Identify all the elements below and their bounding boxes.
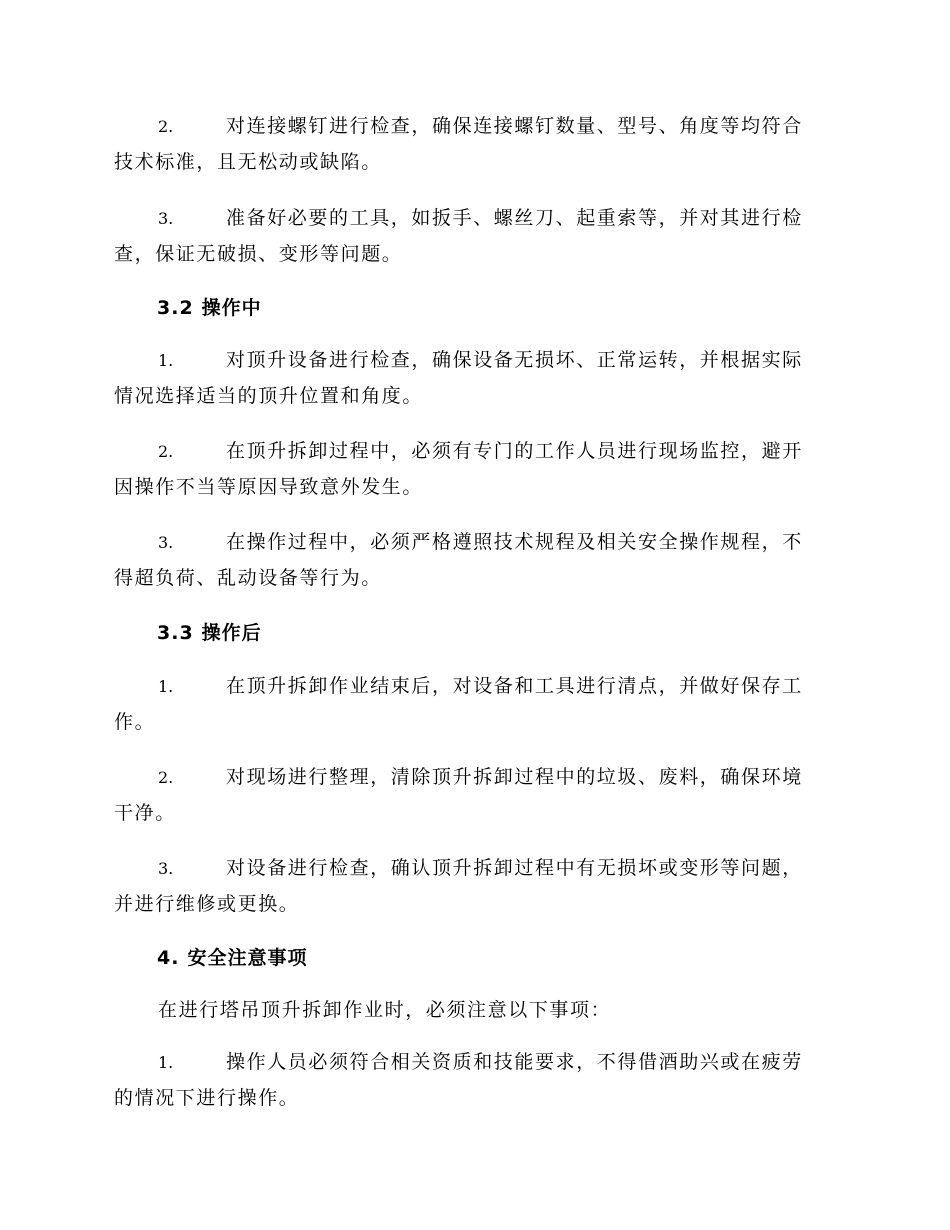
list-item-text: 准备好必要的工具，如扳手、螺丝刀、起重索等，并对其进行检 — [226, 207, 803, 229]
list-item — [0, 433, 950, 505]
list-item — [0, 850, 950, 922]
list-item-continuation: 因操作不当等原因导致意外发生。 — [114, 476, 424, 498]
section-number: 3.2 — [157, 297, 194, 319]
section-heading-4 — [0, 940, 950, 976]
list-item-continuation: 查，保证无破损、变形等问题。 — [114, 243, 403, 265]
list-item-text: 在顶升拆卸作业结束后，对设备和工具进行清点，并做好保存工 — [226, 675, 803, 697]
section-title: 操作后 — [201, 622, 262, 644]
list-item-text: 在操作过程中，必须严格遵照技术规程及相关安全操作规程，不 — [226, 531, 803, 553]
intro-paragraph: 在进行塔吊顶升拆卸作业时，必须注意以下事项： — [158, 999, 612, 1021]
list-item-continuation: 干净。 — [114, 802, 176, 824]
list-item-continuation: 技术标准，且无松动或缺陷。 — [114, 151, 382, 173]
list-item — [0, 668, 950, 740]
section-title: 操作中 — [201, 297, 262, 319]
section-title: 安全注意事项 — [187, 947, 308, 969]
list-item-number: 3. — [158, 533, 174, 552]
list-item-continuation: 的情况下进行操作。 — [114, 1087, 300, 1109]
list-item — [0, 759, 950, 831]
section-number: 3.3 — [157, 622, 194, 644]
section-heading-3-3 — [0, 615, 950, 651]
list-item-number: 2. — [158, 768, 174, 787]
list-item — [0, 342, 950, 414]
section-heading-3-2 — [0, 290, 950, 326]
list-item-continuation: 并进行维修或更换。 — [114, 893, 300, 915]
list-item-number: 1. — [158, 351, 174, 370]
list-item — [0, 200, 950, 272]
list-item-text: 对顶升设备进行检查，确保设备无损坏、正常运转，并根据实际 — [226, 349, 803, 371]
list-item-number: 2. — [158, 117, 174, 136]
list-item-number: 3. — [158, 209, 174, 228]
list-item-continuation: 作。 — [114, 711, 156, 733]
list-item-number: 2. — [158, 442, 174, 461]
section-number: 4. — [157, 947, 180, 969]
list-item-continuation: 情况选择适当的顶升位置和角度。 — [114, 385, 424, 407]
list-item-text: 对设备进行检查，确认顶升拆卸过程中有无损坏或变形等问题， — [226, 857, 803, 879]
list-item-number: 1. — [158, 1053, 174, 1072]
list-item-text: 对现场进行整理，清除顶升拆卸过程中的垃圾、废料，确保环境 — [226, 766, 803, 788]
list-item-continuation: 得超负荷、乱动设备等行为。 — [114, 567, 382, 589]
list-item — [0, 524, 950, 596]
list-item-text: 对连接螺钉进行检查，确保连接螺钉数量、型号、角度等均符合 — [226, 115, 803, 137]
list-item-text: 操作人员必须符合相关资质和技能要求，不得借酒助兴或在疲劳 — [226, 1051, 803, 1073]
list-item-number: 1. — [158, 677, 174, 696]
list-item — [0, 1044, 950, 1116]
list-item — [0, 108, 950, 180]
list-item-number: 3. — [158, 859, 174, 878]
list-item-text: 在顶升拆卸过程中，必须有专门的工作人员进行现场监控，避开 — [226, 440, 803, 462]
